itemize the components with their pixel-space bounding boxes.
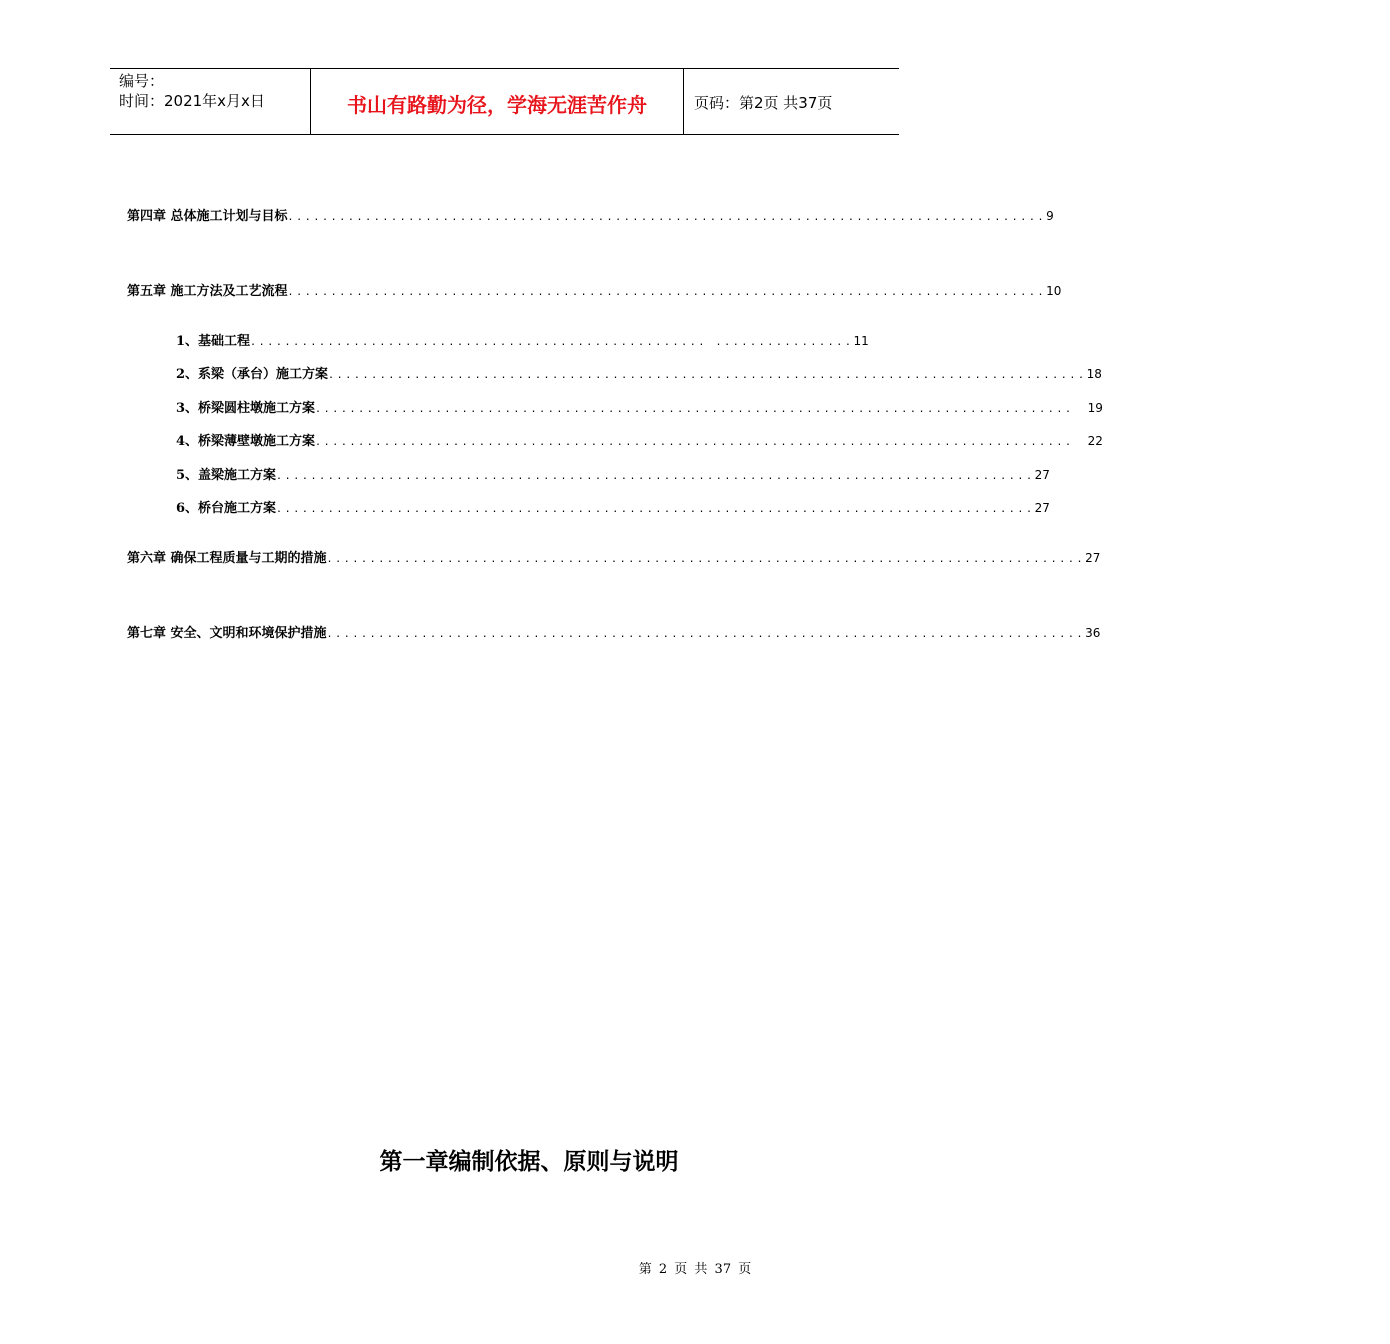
toc-entry-label: 2、系梁（承台）施工方案 [176, 367, 329, 382]
toc-leader: ........................................................................................ [315, 437, 1074, 448]
toc-entry-label: 第七章 安全、文明和环境保护措施 [127, 626, 327, 641]
toc-entry-label: 第四章 总体施工计划与目标 [127, 209, 288, 224]
toc-entry-page: 18 [1086, 367, 1102, 381]
toc-entry-page: 19 [1087, 401, 1103, 415]
toc-entry[interactable] [176, 397, 1103, 416]
document-number-label: 编号： [119, 72, 165, 90]
page-footer: 第 2 页 共 37 页 [638, 1262, 752, 1277]
toc-entry[interactable] [127, 547, 1101, 566]
toc-leader: ........................................................................................ [276, 471, 1035, 482]
toc-leader: ........................................................................................ [315, 404, 1074, 415]
toc-entry-page: 22 [1087, 434, 1103, 448]
toc-entry-label: 1、基础工程 [176, 334, 251, 349]
toc-entry-page: 36 [1085, 626, 1101, 640]
toc-entry[interactable] [127, 205, 1054, 224]
toc-entry[interactable] [176, 430, 1103, 449]
toc-entry[interactable] [127, 280, 1062, 299]
toc-entry-page: 11 [853, 334, 869, 348]
header-meta [110, 69, 311, 134]
toc-entry-label: 4、桥梁薄壁墩施工方案 [176, 434, 316, 449]
toc-leader: ........................................................................................ [326, 554, 1086, 565]
toc-entry-label: 6、桥台施工方案 [176, 501, 277, 516]
toc-entry-page: 27 [1085, 551, 1101, 565]
toc-entry[interactable] [176, 330, 869, 349]
toc-leader: ........................................................................................ [287, 287, 1047, 298]
toc-leader: ........................................................................................ [328, 370, 1087, 381]
toc-entry-page: 27 [1034, 468, 1050, 482]
toc-leader: ........................................................................................ [287, 212, 1047, 223]
page-header [110, 68, 899, 135]
toc-leader: ........................................................................................ [326, 629, 1086, 640]
chapter-title: 第一章编制依据、原则与说明 [379, 1149, 679, 1175]
toc-entry-page: 10 [1046, 284, 1062, 298]
toc-entry-page: 9 [1046, 209, 1054, 223]
toc-entry[interactable] [176, 363, 1102, 382]
toc-entry-label: 5、盖梁施工方案 [176, 468, 277, 483]
toc-entry[interactable] [176, 464, 1050, 483]
toc-leader: ..................................................... ................ [250, 337, 854, 348]
header-motto: 书山有路勤为径，学海无涯苦作舟 [311, 69, 684, 134]
toc-entry[interactable] [127, 622, 1101, 641]
document-date: 时间：2021年x月x日 [119, 92, 265, 110]
toc-entry-label: 第六章 确保工程质量与工期的措施 [127, 551, 327, 566]
toc-entry-page: 27 [1034, 501, 1050, 515]
toc-leader: ........................................................................................ [276, 504, 1035, 515]
header-page-info: 页码：第2页 共37页 [694, 94, 833, 112]
toc-entry-label: 第五章 施工方法及工艺流程 [127, 284, 288, 299]
toc-entry[interactable] [176, 497, 1050, 516]
toc-entry-label: 3、桥梁圆柱墩施工方案 [176, 401, 316, 416]
